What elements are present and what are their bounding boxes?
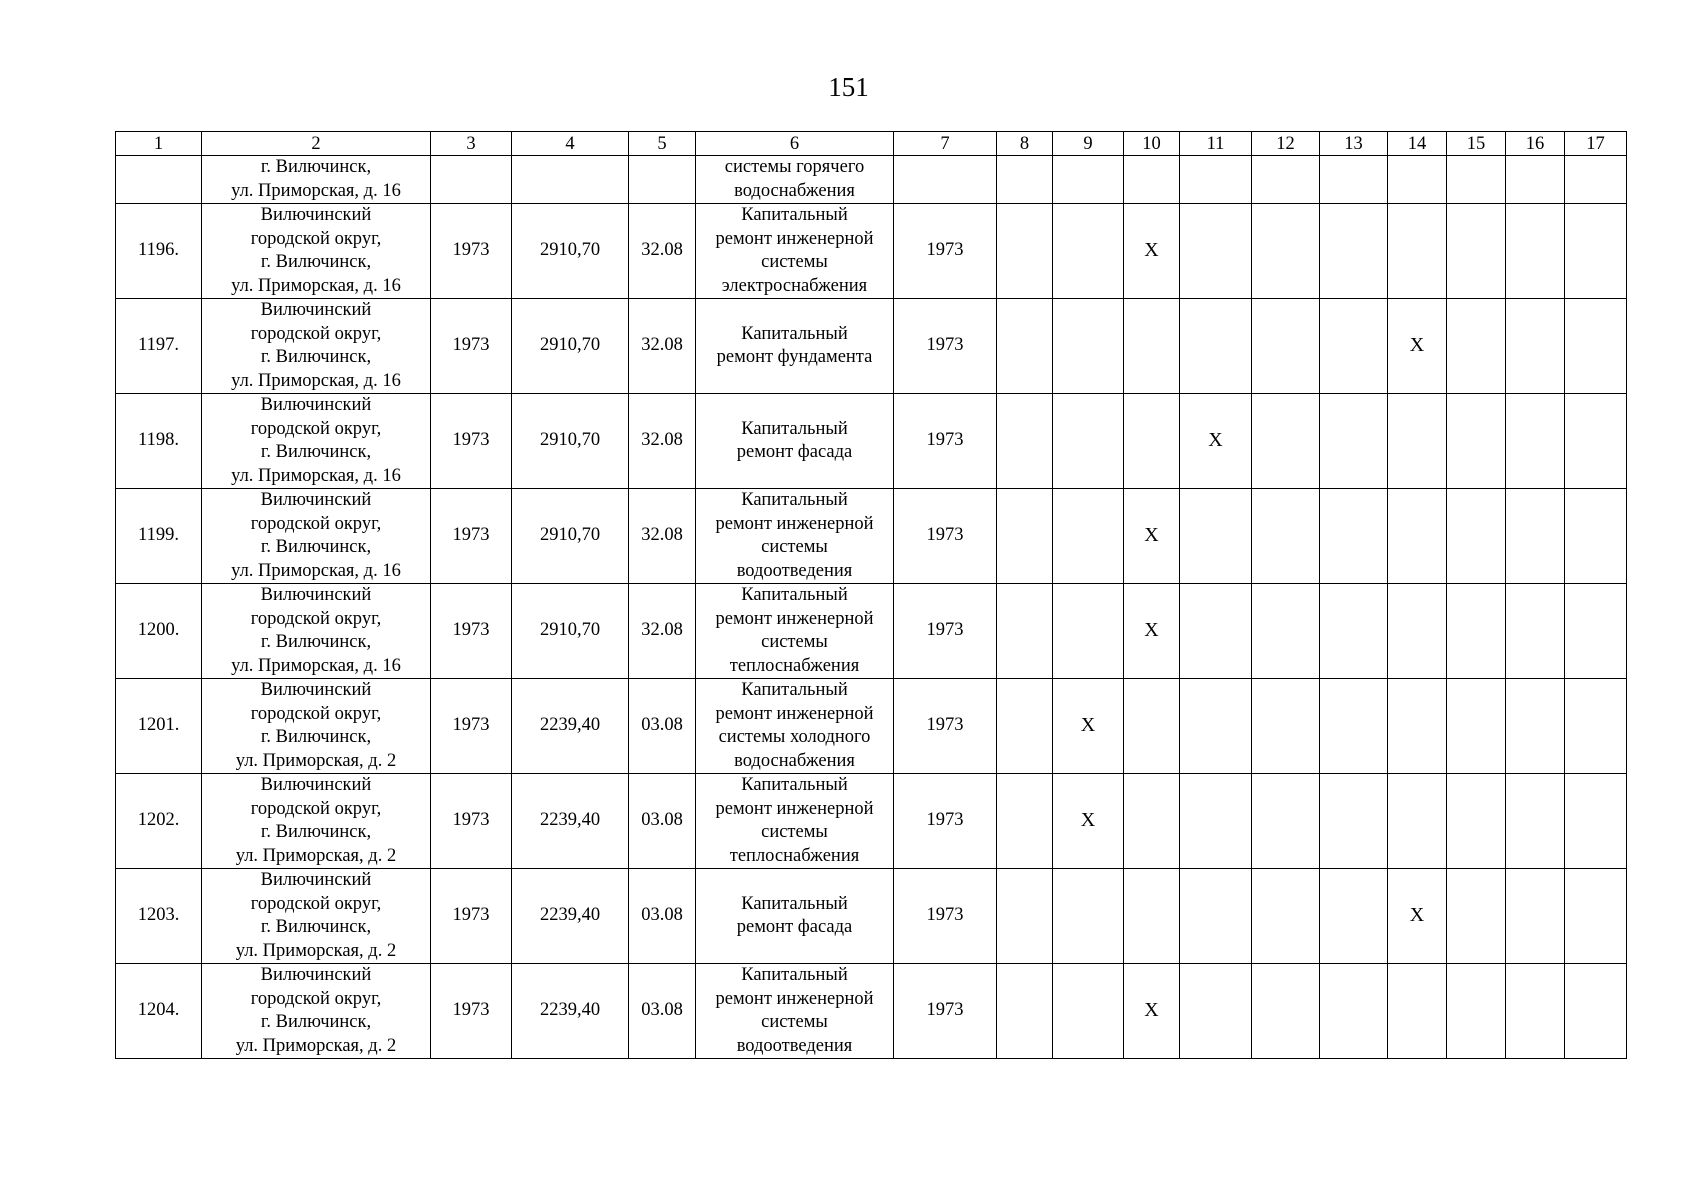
cell-col12 <box>1252 584 1320 679</box>
cell-col17 <box>1565 964 1627 1059</box>
cell-col17 <box>1565 489 1627 584</box>
work-line: водоотведения <box>736 560 853 581</box>
work-line: ремонт инженерной <box>715 703 874 724</box>
cell-col15 <box>1447 204 1506 299</box>
cell-col9 <box>1053 204 1124 299</box>
cell-col8 <box>997 204 1053 299</box>
cell-year: 1973 <box>431 204 512 299</box>
cell-col16 <box>1506 299 1565 394</box>
cell-col9 <box>1053 489 1124 584</box>
cell-number: 1200. <box>116 584 202 679</box>
address-line: г. Вилючинск, <box>260 917 372 937</box>
column-header-9: 9 <box>1053 132 1124 156</box>
cell-col14 <box>1388 679 1447 774</box>
work-line: системы <box>761 822 828 842</box>
work-line: системы <box>761 537 828 557</box>
address-line: городской округ, <box>250 608 382 629</box>
table-row <box>116 679 1627 774</box>
cell-col16 <box>1506 394 1565 489</box>
address-line: Вилючинский <box>260 680 372 700</box>
table-row <box>116 584 1627 679</box>
cell-work <box>696 394 894 489</box>
work-line: водоснабжения <box>734 180 855 201</box>
cell-col7: 1973 <box>894 489 997 584</box>
address-line: Вилючинский <box>260 490 372 510</box>
address-line: г. Вилючинск, <box>260 252 372 272</box>
cell-address <box>202 394 431 489</box>
work-line: Капитальный <box>741 205 848 225</box>
cell-col8 <box>997 394 1053 489</box>
cell-year: 1973 <box>431 964 512 1059</box>
cell-col16 <box>1506 964 1565 1059</box>
cell-col13 <box>1320 679 1388 774</box>
register-table <box>115 131 1627 1059</box>
cell-area: 2910,70 <box>512 299 629 394</box>
address-line: ул. Приморская, д. 2 <box>235 750 397 771</box>
column-header-17: 17 <box>1565 132 1627 156</box>
cell-col17 <box>1565 869 1627 964</box>
table-row <box>116 204 1627 299</box>
address-line: ул. Приморская, д. 2 <box>235 845 397 866</box>
cell-col8 <box>997 774 1053 869</box>
cell-year: 1973 <box>431 489 512 584</box>
cell-address <box>202 299 431 394</box>
column-header-7: 7 <box>894 132 997 156</box>
column-header-2: 2 <box>202 132 431 156</box>
address-line: городской округ, <box>250 323 382 344</box>
column-header-5: 5 <box>629 132 696 156</box>
cell-wear: 03.08 <box>629 869 696 964</box>
address-line: городской округ, <box>250 703 382 724</box>
cell-col10 <box>1124 394 1180 489</box>
cell-work <box>696 679 894 774</box>
cell-area: 2910,70 <box>512 394 629 489</box>
address-line: Вилючинский <box>260 205 372 225</box>
cell-col12 <box>1252 394 1320 489</box>
table-row <box>116 299 1627 394</box>
cell-col9 <box>1053 869 1124 964</box>
cell-col13 <box>1320 156 1388 204</box>
work-line: ремонт инженерной <box>715 513 874 534</box>
cell-number: 1198. <box>116 394 202 489</box>
column-header-13: 13 <box>1320 132 1388 156</box>
cell-col8 <box>997 584 1053 679</box>
address-line: г. Вилючинск, <box>260 632 372 652</box>
mark-x-col10: X <box>1124 204 1180 299</box>
cell-col11 <box>1180 774 1252 869</box>
cell-col11 <box>1180 299 1252 394</box>
cell-col10 <box>1124 869 1180 964</box>
work-line: Капитальный <box>741 418 848 439</box>
mark-x-col11: X <box>1180 394 1252 489</box>
cell-col12 <box>1252 964 1320 1059</box>
cell-col9 <box>1053 964 1124 1059</box>
mark-x-col9: X <box>1053 774 1124 869</box>
table-row <box>116 394 1627 489</box>
work-line: Капитальный <box>741 585 848 605</box>
work-line: ремонт фундамента <box>716 347 873 367</box>
address-line: городской округ, <box>250 228 382 249</box>
cell-work <box>696 156 894 204</box>
work-line: ремонт инженерной <box>715 798 874 819</box>
work-line: системы <box>761 632 828 652</box>
address-line: Вилючинский <box>260 585 372 605</box>
cell-col10 <box>1124 156 1180 204</box>
mark-x-col10: X <box>1124 489 1180 584</box>
work-line: Капитальный <box>741 323 848 344</box>
cell-wear: 32.08 <box>629 489 696 584</box>
cell-col13 <box>1320 964 1388 1059</box>
cell-work <box>696 964 894 1059</box>
address-line: Вилючинский <box>260 870 372 890</box>
address-line: г. Вилючинск, <box>260 727 372 747</box>
cell-number: 1197. <box>116 299 202 394</box>
column-header-1: 1 <box>116 132 202 156</box>
mark-x-col14: X <box>1388 869 1447 964</box>
cell-col8 <box>997 679 1053 774</box>
work-line: водоотведения <box>736 1035 853 1056</box>
cell-work <box>696 584 894 679</box>
cell-work <box>696 869 894 964</box>
cell-col8 <box>997 156 1053 204</box>
work-line: системы горячего <box>724 157 865 177</box>
cell-col12 <box>1252 489 1320 584</box>
work-line: водоснабжения <box>734 750 855 771</box>
cell-col9 <box>1053 299 1124 394</box>
address-line: ул. Приморская, д. 16 <box>231 655 401 676</box>
work-line: Капитальный <box>741 680 848 700</box>
cell-col13 <box>1320 204 1388 299</box>
cell-wear: 03.08 <box>629 964 696 1059</box>
cell-col17 <box>1565 394 1627 489</box>
cell-area: 2239,40 <box>512 679 629 774</box>
cell-col11 <box>1180 869 1252 964</box>
column-header-4: 4 <box>512 132 629 156</box>
cell-col15 <box>1447 156 1506 204</box>
cell-work <box>696 204 894 299</box>
cell-col17 <box>1565 679 1627 774</box>
cell-col11 <box>1180 679 1252 774</box>
cell-col7: 1973 <box>894 584 997 679</box>
cell-col7: 1973 <box>894 869 997 964</box>
cell-work <box>696 489 894 584</box>
cell-col14 <box>1388 394 1447 489</box>
cell-col16 <box>1506 869 1565 964</box>
cell-col12 <box>1252 156 1320 204</box>
cell-col16 <box>1506 489 1565 584</box>
cell-address <box>202 584 431 679</box>
column-number-row <box>116 132 1627 156</box>
cell-col11 <box>1180 204 1252 299</box>
cell-wear <box>629 156 696 204</box>
cell-col13 <box>1320 869 1388 964</box>
table-row <box>116 964 1627 1059</box>
address-line: ул. Приморская, д. 16 <box>231 560 401 581</box>
cell-number: 1203. <box>116 869 202 964</box>
address-line: Вилючинский <box>260 775 372 795</box>
work-line: системы холодного <box>718 727 871 747</box>
cell-year: 1973 <box>431 679 512 774</box>
mark-x-col10: X <box>1124 584 1180 679</box>
cell-col12 <box>1252 869 1320 964</box>
cell-col11 <box>1180 489 1252 584</box>
cell-year: 1973 <box>431 299 512 394</box>
cell-col9 <box>1053 156 1124 204</box>
cell-col12 <box>1252 299 1320 394</box>
address-line: г. Вилючинск, <box>260 442 372 462</box>
cell-col13 <box>1320 774 1388 869</box>
cell-col14 <box>1388 774 1447 869</box>
cell-address <box>202 869 431 964</box>
cell-col17 <box>1565 204 1627 299</box>
cell-area: 2239,40 <box>512 964 629 1059</box>
address-line: ул. Приморская, д. 16 <box>231 275 401 296</box>
cell-wear: 03.08 <box>629 679 696 774</box>
work-line: электроснабжения <box>721 275 868 296</box>
cell-col14 <box>1388 156 1447 204</box>
cell-number: 1196. <box>116 204 202 299</box>
cell-area: 2910,70 <box>512 489 629 584</box>
cell-col16 <box>1506 774 1565 869</box>
cell-col7 <box>894 156 997 204</box>
address-line: г. Вилючинск, <box>260 1012 372 1032</box>
work-line: ремонт фасада <box>736 917 853 937</box>
cell-col15 <box>1447 679 1506 774</box>
address-line: городской округ, <box>250 893 382 914</box>
cell-wear: 32.08 <box>629 204 696 299</box>
cell-address <box>202 964 431 1059</box>
column-header-6: 6 <box>696 132 894 156</box>
work-line: Капитальный <box>741 775 848 795</box>
column-header-3: 3 <box>431 132 512 156</box>
cell-address <box>202 156 431 204</box>
work-line: Капитальный <box>741 490 848 510</box>
cell-col13 <box>1320 584 1388 679</box>
address-line: ул. Приморская, д. 2 <box>235 1035 397 1056</box>
page-number: 151 <box>828 72 869 102</box>
cell-col14 <box>1388 964 1447 1059</box>
cell-col7: 1973 <box>894 679 997 774</box>
cell-col8 <box>997 964 1053 1059</box>
address-line: ул. Приморская, д. 16 <box>231 180 401 201</box>
work-line: ремонт инженерной <box>715 988 874 1009</box>
table-row <box>116 869 1627 964</box>
cell-col15 <box>1447 299 1506 394</box>
cell-col11 <box>1180 964 1252 1059</box>
address-line: Вилючинский <box>260 395 372 415</box>
table-row <box>116 774 1627 869</box>
cell-wear: 32.08 <box>629 584 696 679</box>
cell-col12 <box>1252 774 1320 869</box>
cell-year: 1973 <box>431 584 512 679</box>
cell-col10 <box>1124 299 1180 394</box>
cell-col13 <box>1320 299 1388 394</box>
cell-col8 <box>997 869 1053 964</box>
cell-col7: 1973 <box>894 299 997 394</box>
cell-col16 <box>1506 204 1565 299</box>
cell-year: 1973 <box>431 394 512 489</box>
cell-col7: 1973 <box>894 964 997 1059</box>
address-line: ул. Приморская, д. 16 <box>231 370 401 391</box>
cell-address <box>202 204 431 299</box>
work-line: системы <box>761 1012 828 1032</box>
cell-col16 <box>1506 584 1565 679</box>
mark-x-col10: X <box>1124 964 1180 1059</box>
table-body <box>116 156 1627 1059</box>
work-line: ремонт инженерной <box>715 228 874 249</box>
cell-col12 <box>1252 679 1320 774</box>
cell-wear: 32.08 <box>629 299 696 394</box>
address-line: городской округ, <box>250 513 382 534</box>
work-line: теплоснабжения <box>729 845 860 866</box>
table-header <box>116 132 1627 156</box>
cell-col14 <box>1388 489 1447 584</box>
cell-work <box>696 299 894 394</box>
cell-col16 <box>1506 156 1565 204</box>
cell-col15 <box>1447 489 1506 584</box>
cell-col15 <box>1447 394 1506 489</box>
column-header-8: 8 <box>997 132 1053 156</box>
column-header-11: 11 <box>1180 132 1252 156</box>
column-header-14: 14 <box>1388 132 1447 156</box>
cell-work <box>696 774 894 869</box>
cell-area <box>512 156 629 204</box>
column-header-15: 15 <box>1447 132 1506 156</box>
cell-col14 <box>1388 204 1447 299</box>
address-line: Вилючинский <box>260 965 372 985</box>
cell-col15 <box>1447 774 1506 869</box>
address-line: ул. Приморская, д. 2 <box>235 940 397 961</box>
column-header-10: 10 <box>1124 132 1180 156</box>
address-line: Вилючинский <box>260 300 372 320</box>
work-line: ремонт инженерной <box>715 608 874 629</box>
work-line: ремонт фасада <box>736 442 853 462</box>
cell-area: 2239,40 <box>512 774 629 869</box>
cell-col10 <box>1124 679 1180 774</box>
cell-col12 <box>1252 204 1320 299</box>
cell-number: 1199. <box>116 489 202 584</box>
cell-number: 1202. <box>116 774 202 869</box>
mark-x-col9: X <box>1053 679 1124 774</box>
cell-col7: 1973 <box>894 204 997 299</box>
cell-year: 1973 <box>431 774 512 869</box>
column-header-12: 12 <box>1252 132 1320 156</box>
cell-area: 2910,70 <box>512 584 629 679</box>
cell-area: 2910,70 <box>512 204 629 299</box>
work-line: системы <box>761 252 828 272</box>
cell-col13 <box>1320 394 1388 489</box>
work-line: Капитальный <box>741 965 848 985</box>
cell-col15 <box>1447 869 1506 964</box>
cell-col8 <box>997 489 1053 584</box>
address-line: городской округ, <box>250 988 382 1009</box>
cell-col11 <box>1180 584 1252 679</box>
cell-col17 <box>1565 584 1627 679</box>
cell-number: 1201. <box>116 679 202 774</box>
cell-col16 <box>1506 679 1565 774</box>
address-line: г. Вилючинск, <box>260 347 372 367</box>
cell-col14 <box>1388 584 1447 679</box>
work-line: теплоснабжения <box>729 655 860 676</box>
cell-number: 1204. <box>116 964 202 1059</box>
cell-address <box>202 679 431 774</box>
cell-col13 <box>1320 489 1388 584</box>
address-line: ул. Приморская, д. 16 <box>231 465 401 486</box>
mark-x-col14: X <box>1388 299 1447 394</box>
address-line: городской округ, <box>250 798 382 819</box>
cell-year <box>431 156 512 204</box>
cell-col15 <box>1447 964 1506 1059</box>
cell-number <box>116 156 202 204</box>
column-header-16: 16 <box>1506 132 1565 156</box>
cell-col17 <box>1565 299 1627 394</box>
address-line: г. Вилючинск, <box>260 822 372 842</box>
cell-col7: 1973 <box>894 774 997 869</box>
continuation-row <box>116 156 1627 204</box>
cell-col17 <box>1565 156 1627 204</box>
address-line: городской округ, <box>250 418 382 439</box>
cell-address <box>202 774 431 869</box>
address-line: г. Вилючинск, <box>260 537 372 557</box>
cell-col11 <box>1180 156 1252 204</box>
cell-col7: 1973 <box>894 394 997 489</box>
cell-col15 <box>1447 584 1506 679</box>
cell-col17 <box>1565 774 1627 869</box>
cell-col9 <box>1053 394 1124 489</box>
cell-col9 <box>1053 584 1124 679</box>
cell-wear: 32.08 <box>629 394 696 489</box>
cell-year: 1973 <box>431 869 512 964</box>
cell-area: 2239,40 <box>512 869 629 964</box>
cell-wear: 03.08 <box>629 774 696 869</box>
work-line: Капитальный <box>741 893 848 914</box>
cell-col8 <box>997 299 1053 394</box>
table-row <box>116 489 1627 584</box>
cell-col10 <box>1124 774 1180 869</box>
address-line: г. Вилючинск, <box>260 157 372 177</box>
cell-address <box>202 489 431 584</box>
